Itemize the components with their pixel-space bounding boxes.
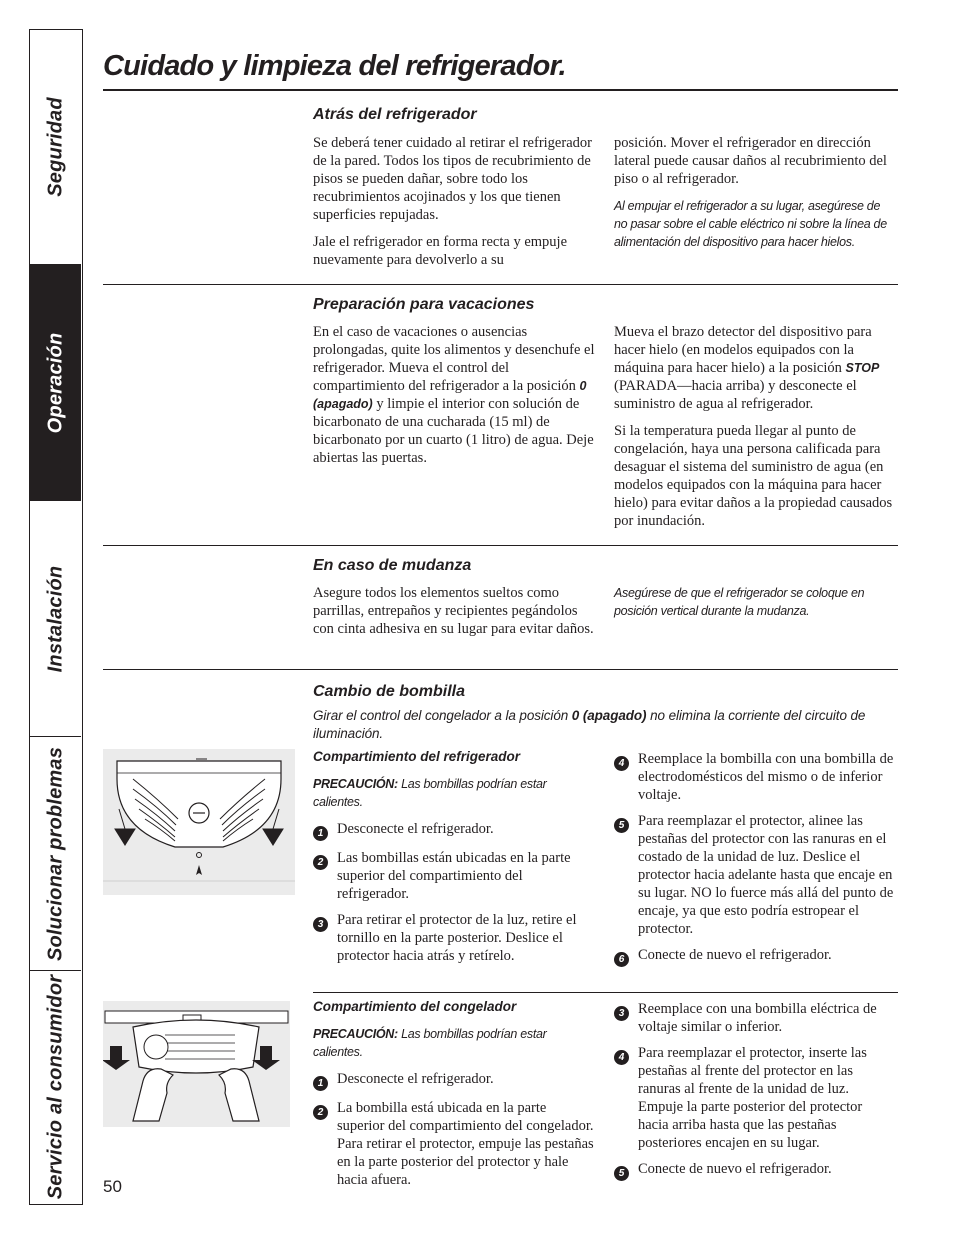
step-text: Desconecte el refrigerador. [337, 1071, 494, 1087]
step-number-icon: 3 [614, 1006, 629, 1021]
step [313, 849, 595, 903]
step-number-icon: 5 [614, 1166, 629, 1181]
step-number-icon: 1 [313, 826, 328, 841]
bold-term: 0 (apagado) [313, 379, 587, 411]
heading-atras: Atrás del refrigerador [313, 106, 477, 123]
step [614, 1160, 896, 1181]
step-number-icon: 6 [614, 952, 629, 967]
tab-servicio-al-consumidor[interactable] [30, 971, 81, 1203]
paragraph: posición. Mover el refrigerador en dirección lateral puede causar daños al recubrimiento del piso o al refrigerador. [614, 135, 887, 187]
bulb-warning [313, 707, 898, 743]
step-number-icon: 2 [313, 1105, 328, 1120]
step-text: Conecte de nuevo el refrigerador. [638, 1161, 832, 1177]
step [614, 812, 896, 938]
section-rule [103, 669, 898, 670]
tab-instalacion[interactable] [30, 501, 81, 737]
paragraph [313, 323, 595, 467]
step [313, 1070, 595, 1091]
light-cover-icon [103, 749, 295, 895]
fridge-light-illustration [103, 749, 295, 895]
tab-seguridad[interactable] [30, 30, 81, 265]
vacaciones-left-col [313, 323, 595, 476]
title-rule [103, 89, 898, 91]
heading-mudanza: En caso de mudanza [313, 557, 472, 574]
step-number-icon: 2 [313, 855, 328, 870]
step-text: Para retirar el protector de la luz, retire el tornillo en la parte posterior. Deslice el protector hacia atrás y retírelo. [337, 912, 577, 964]
step [614, 1044, 896, 1152]
step-number-icon: 1 [313, 1076, 328, 1091]
step [313, 1099, 595, 1189]
step-number-icon: 3 [313, 917, 328, 932]
fridge-steps-left [313, 775, 595, 973]
freezer-light-illustration [103, 1001, 290, 1127]
step [614, 750, 896, 804]
step-number-icon: 4 [614, 1050, 629, 1065]
step-text: Para reemplazar el protector, inserte las pestañas al frente del protector en las ranuras al frente de la unidad de luz. Empuje la parte posterior del protector hacia arriba hasta que las pestañas posteriores encajen en su lugar. [638, 1045, 867, 1151]
caution [313, 1025, 595, 1061]
heading-vacaciones: Preparación para vacaciones [313, 296, 535, 313]
tab-solucionar-problemas[interactable] [30, 737, 81, 971]
paragraph [614, 323, 896, 413]
heading-comp-refrigerador: Compartimiento del refrigerador [313, 749, 521, 764]
fridge-steps-right [614, 750, 896, 975]
note: Al empujar el refrigerador a su lugar, asegúrese de no pasar sobre el cable eléctrico ni sobre la línea de alimentación del dispositivo para hacer hielos. [614, 199, 887, 249]
hands-cover-icon [103, 1001, 290, 1127]
text: y limpie el interior con solución de bicarbonato de una cucharada (15 ml) de bicarbonato por un cuarto (1 litro) de agua. Deje abiertas las puertas. [313, 396, 594, 466]
page-number: 50 [103, 1177, 122, 1196]
freezer-steps-right [614, 1000, 896, 1189]
text: Girar el control del congelador a la posición [313, 708, 572, 723]
step-number-icon: 4 [614, 756, 629, 771]
tab-seguridad-label: Seguridad [44, 97, 66, 197]
step-number-icon: 5 [614, 818, 629, 833]
bold-term: 0 (apagado) [571, 708, 647, 723]
text: Mueva el brazo detector del dispositivo para hacer hielo (en modelos equipados con la máquina para hacer hielo) a la posición [614, 324, 872, 376]
section-rule [103, 545, 898, 546]
heading-bombilla: Cambio de bombilla [313, 683, 466, 700]
paragraph: Si la temperatura pueda llegar al punto de congelación, haya una persona calificada para desaguar el sistema del suministro de agua (en modelos equipados con la máquina para hacer hielo) para evitar daños a la propiedad causados por inundación. [614, 423, 893, 529]
section-tabs [29, 29, 83, 1205]
paragraph: Jale el refrigerador en forma recta y empuje nuevamente para devolverlo a su [313, 234, 568, 268]
mudanza-right-col [614, 584, 896, 629]
caution-label: PRECAUCIÓN: [313, 777, 398, 791]
section-rule [103, 284, 898, 285]
vacaciones-right-col [614, 323, 896, 539]
step [614, 1000, 896, 1036]
caution-text: Las bombillas podrían estar calientes. [313, 777, 547, 809]
atras-left-col [313, 134, 595, 278]
text: no elimina la corriente del circuito de iluminación. [313, 708, 866, 741]
note: Asegúrese de que el refrigerador se coloque en posición vertical durante la mudanza. [614, 586, 865, 618]
bold-term: STOP [845, 361, 880, 375]
mudanza-left-col [313, 584, 595, 647]
step-text: Reemplace la bombilla con una bombilla de electrodomésticos del mismo o de inferior voltaje. [638, 751, 894, 803]
caution-label: PRECAUCIÓN: [313, 1027, 398, 1041]
page-title: Cuidado y limpieza del refrigerador. [103, 50, 566, 82]
step-text: Conecte de nuevo el refrigerador. [638, 947, 832, 963]
caution-text: Las bombillas podrían estar calientes. [313, 1027, 547, 1059]
step-text: Desconecte el refrigerador. [337, 821, 494, 837]
step-text: Las bombillas están ubicadas en la parte superior del compartimiento del refrigerador. [337, 850, 571, 902]
text: (PARADA—hacia arriba) y desconecte el suministro de agua al refrigerador. [614, 378, 857, 412]
atras-right-col [614, 134, 896, 260]
caution [313, 775, 595, 811]
tab-solucionar-problemas-label: Solucionar problemas [44, 746, 66, 961]
paragraph: Se deberá tener cuidado al retirar el refrigerador de la pared. Todos los tipos de recubrimiento de pisos se pueden dañar, sobre todo los recubrimientos acojinados y los que tienen superficies repujadas. [313, 135, 592, 223]
paragraph: Asegure todos los elementos sueltos como parrillas, entrepaños y recipientes pegándolos con cinta adhesiva en su lugar para evitar daños. [313, 585, 594, 637]
step [313, 911, 595, 965]
tab-instalacion-label: Instalación [44, 565, 66, 672]
heading-comp-congelador: Compartimiento del congelador [313, 999, 517, 1014]
subsection-rule [313, 992, 898, 993]
tab-operacion[interactable] [30, 265, 81, 501]
step-text: Reemplace con una bombilla eléctrica de voltaje similar o inferior. [638, 1001, 877, 1035]
freezer-steps-left [313, 1025, 595, 1197]
step-text: Para reemplazar el protector, alinee las pestañas del protector con las ranuras en el costado de la unidad de luz. Deslice el protector hacia adelante hasta que encaje en su lugar. NO lo fuerce más allá del punto de encaje, ya que esto podría estropear el protector. [638, 813, 894, 937]
step [313, 820, 595, 841]
text: En el caso de vacaciones o ausencias prolongadas, quite los alimentos y desenchufe el refrigerador. Mueva el control del compartimiento del refrigerador a la posición [313, 324, 595, 394]
step-text: La bombilla está ubicada en la parte superior del compartimiento del congelador. Para retirar el protector, empuje las pestañas en la parte posterior del protector y hale hacia afuera. [337, 1100, 594, 1188]
step [614, 946, 896, 967]
tab-operacion-label: Operación [44, 332, 66, 433]
tab-servicio-label: Servicio al consumidor [44, 974, 66, 1200]
